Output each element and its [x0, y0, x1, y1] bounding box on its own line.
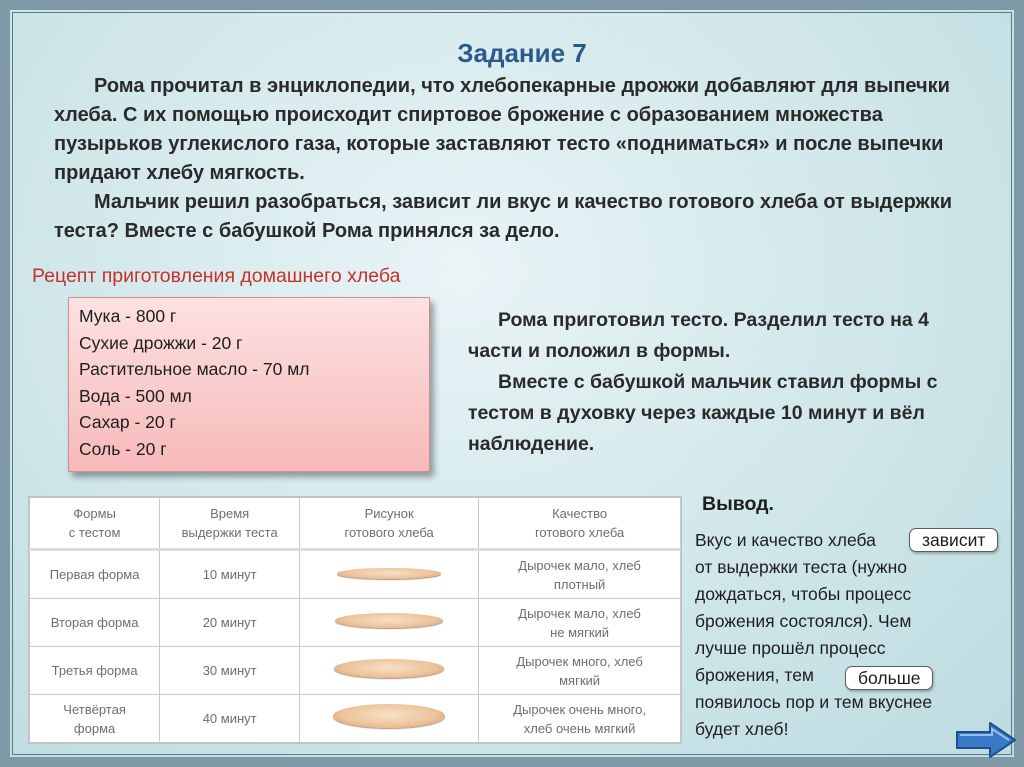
experiment-paragraph-2	[468, 367, 988, 460]
recipe-item: Соль - 20 г	[79, 438, 167, 459]
intro-line: Рома прочитал в энциклопедии, что хлебопекарные дрожжи добавляют для	[94, 75, 859, 97]
cell-quality: Дырочек много, хлеб мягкий	[479, 647, 681, 695]
table-row	[30, 599, 681, 647]
header-quality: Качество готового хлеба	[479, 498, 681, 550]
table-row	[30, 550, 681, 599]
bread-loaf-icon	[335, 613, 443, 628]
conclusion-line: дождаться, чтобы процесс	[695, 584, 912, 604]
conclusion-line: от выдержки теста (нужно	[695, 557, 908, 577]
table-row	[30, 647, 681, 695]
experiment-line: Рома приготовил тесто. Разделил тесто	[498, 309, 885, 331]
recipe-item: Растительное масло - 70 мл	[79, 359, 310, 379]
intro-paragraph-2	[54, 188, 994, 246]
right-arrow-icon[interactable]	[954, 720, 1018, 760]
cell-picture	[300, 647, 479, 695]
cell-quality: Дырочек мало, хлеб не мягкий	[479, 599, 681, 647]
recipe-box	[68, 297, 430, 472]
task-title: Задание 7	[457, 38, 587, 68]
cell-form: Первая форма	[30, 550, 160, 599]
bread-loaf-icon	[337, 568, 441, 579]
recipe-item: Сахар - 20 г	[79, 412, 176, 432]
conclusion-line: брожения, тем больше	[695, 662, 995, 689]
recipe-title: Рецепт приготовления домашнего хлеба	[32, 265, 401, 287]
intro-line: выпечки хлеба. С их помощью происходит спиртовое брожение с образованием	[54, 75, 950, 126]
bread-loaf-icon	[333, 704, 445, 728]
intro-paragraph-1	[54, 72, 994, 188]
experiment-line: минут и вёл наблюдение.	[468, 402, 925, 455]
experiment-line: формы с тестом в духовку через каждые 10	[468, 371, 938, 424]
conclusion-line: брожения состоялся). Чем	[695, 611, 912, 631]
header-picture: Рисунок готового хлеба	[300, 498, 479, 550]
header-forms: Формы с тестом	[30, 498, 160, 550]
cell-time: 30 минут	[160, 647, 300, 695]
intro-line: множества пузырьков углекислого газа, которые заставляют тесто «подниматься»	[54, 104, 883, 155]
experiment-paragraph-1	[468, 305, 988, 367]
bread-loaf-icon	[334, 659, 444, 678]
conclusion-line: лучше прошёл процесс	[695, 638, 886, 658]
conclusion-text	[695, 527, 995, 743]
cell-time: 20 минут	[160, 599, 300, 647]
experiment-text	[468, 305, 988, 460]
conclusion-line: будет хлеб!	[695, 719, 789, 739]
cell-time: 40 минут	[160, 695, 300, 743]
answer-depends-pill[interactable]: зависит	[909, 528, 998, 552]
intro-line: выдержки теста? Вместе с бабушкой Рома принялся за дело.	[54, 191, 953, 242]
intro-text	[54, 72, 994, 246]
cell-quality: Дырочек очень много, хлеб очень мягкий	[479, 695, 681, 743]
cell-form: Четвёртая форма	[30, 695, 160, 743]
cell-form: Третья форма	[30, 647, 160, 695]
cell-picture	[300, 695, 479, 743]
intro-line: и после выпечки придают хлебу мягкость.	[54, 133, 944, 184]
cell-picture	[300, 550, 479, 599]
conclusion-line: Вкус и качество хлеба зависит	[695, 527, 995, 554]
cell-form: Вторая форма	[30, 599, 160, 647]
recipe-item: Мука - 800 г	[79, 306, 177, 326]
cell-quality: Дырочек мало, хлеб плотный	[479, 550, 681, 599]
observation-table	[28, 496, 682, 744]
experiment-line: на 4 части и положил в формы.	[468, 309, 930, 362]
table-header-row	[30, 498, 681, 550]
intro-line: Мальчик решил разобраться, зависит ли вкус и качество готового хлеба от	[94, 191, 845, 213]
conclusion-line: появилось пор и тем вкуснее	[695, 692, 933, 712]
cell-picture	[300, 599, 479, 647]
recipe-item: Вода - 500 мл	[79, 385, 192, 406]
conclusion-title: Вывод.	[702, 493, 774, 515]
experiment-line: Вместе с бабушкой мальчик ставил	[498, 371, 845, 393]
header-time: Время выдержки теста	[160, 498, 300, 550]
recipe-item: Сухие дрожжи - 20 г	[79, 332, 243, 353]
cell-time: 10 минут	[160, 550, 300, 599]
table-row	[30, 695, 681, 743]
answer-more-pill[interactable]: больше	[845, 666, 933, 690]
